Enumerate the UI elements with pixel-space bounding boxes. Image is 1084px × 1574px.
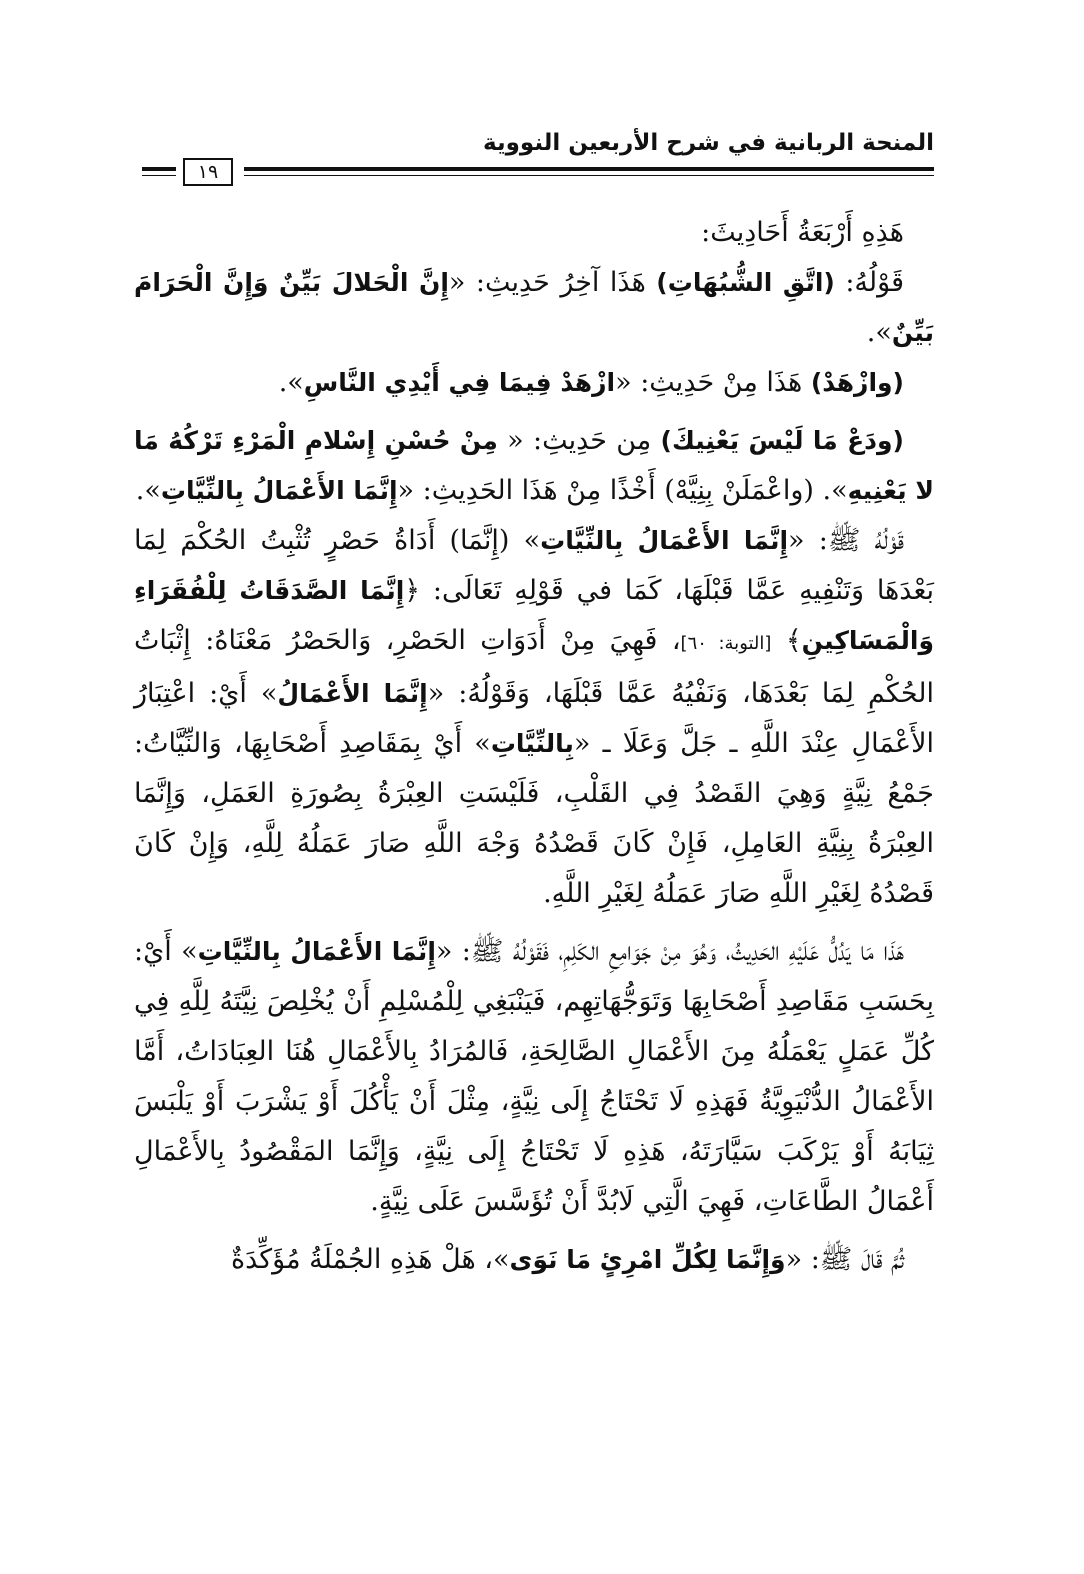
text-run: ». bbox=[866, 317, 892, 348]
paragraph-zuhd bbox=[134, 358, 934, 408]
emphasized-text: (اتَّقِ الشُّبُهَاتِ) bbox=[656, 268, 835, 297]
header-rule-stub-thin bbox=[142, 175, 176, 176]
emphasized-text: إِنَّمَا الصَّدَقَاتُ لِلْفُقَرَاءِ وَالْمَسَاكِينِ bbox=[134, 576, 934, 655]
text-run: قَوْلُهُ ﷺ: « bbox=[788, 525, 904, 556]
emphasized-text: بِالنِّيَّاتِ bbox=[490, 729, 574, 758]
text-run: »، هَلْ هَذِهِ الجُمْلَةُ مُؤَكِّدَةٌ bbox=[230, 1244, 510, 1275]
paragraph-innama-explained bbox=[134, 516, 934, 919]
paragraph-intro bbox=[134, 208, 934, 258]
emphasized-text: إِنَّمَا الأَعْمَالُ bbox=[277, 679, 428, 708]
emphasized-text: وَإِنَّمَا لِكُلِّ امْرِئٍ مَا نَوَى bbox=[509, 1245, 786, 1274]
header-rule-stub-thick bbox=[142, 167, 176, 171]
text-run: » أَيْ بِمَقَاصِدِ أَصْحَابِهَا، وَالنِّيَّاتُ: جَمْعُ نِيَّةٍ وَهِيَ القَصْدُ فِي القَلْبِ، فَلَيْسَتِ العِبْرَةُ بِصُورَةِ العَمَلِ، وَإِنَّمَا العِبْرَةُ بِنِيَّةِ العَامِلِ، فَإِنْ كَانَ قَصْدُهُ وَجْهَ اللَّهِ صَارَ عَمَلُهُ لِلَّهِ، وَإِنْ كَانَ قَصْدُهُ لِغَيْرِ اللَّهِ صَارَ عَمَلُهُ لِغَيْرِ اللَّهِ. bbox=[134, 728, 934, 909]
citation-text: [التوبة: ٦٠] bbox=[680, 633, 772, 654]
paragraph-every-person bbox=[134, 1235, 934, 1285]
text-run: ». (واعْمَلَنْ بِنِيَّهْ) أَخْذًا مِنْ هَذَا الحَدِيثِ: « bbox=[397, 475, 848, 506]
emphasized-text: (ودَعْ مَا لَيْسَ يَعْنِيكَ) bbox=[660, 426, 904, 455]
text-run: هَذَا مَا يَدُلُّ عَلَيْهِ الحَدِيثُ، وَهُوَ مِنْ جَوَامِعِ الكَلِمِ، فَقَوْلُهُ ﷺ: « bbox=[435, 936, 904, 967]
running-header-title: المنحة الربانية في شرح الأربعين النووية bbox=[483, 130, 934, 156]
text-run: ، فَهِيَ مِنْ أَدَوَاتِ الحَصْرِ، وَالحَصْرُ مَعْنَاهُ: إِثْبَاتُ الحُكْمِ لِمَا بَعْدَهَا، وَنَفْيُهُ عَمَّا قَبْلَهَا، وَقَوْلُهُ: « bbox=[134, 625, 934, 709]
text-run: هَذَا آخِرُ حَدِيثِ: « bbox=[448, 267, 657, 298]
text-run: مِن حَدِيثِ: « bbox=[497, 425, 661, 456]
body-text bbox=[134, 208, 934, 1285]
text-run: » (إِنَّمَا) أَدَاةُ حَصْرٍ تُثْبِتُ الحُكْمَ لِمَا بَعْدَهَا وَتَنْفِيهِ عَمَّا قَبْلَهَا، كَمَا في قَوْلِهِ تَعَالَى: ﴿ bbox=[134, 525, 934, 606]
emphasized-text: مِنْ حُسْنِ إِسْلامِ الْمَرْءِ تَرْكُهُ مَا لا يَعْنِيهِ bbox=[134, 426, 934, 505]
text-run: ﴾ bbox=[771, 625, 802, 656]
text-run: » أَيْ: اعْتِبَارُ الأَعْمَالِ عِنْدَ اللَّهِ ـ جَلَّ وَعَلَا ـ « bbox=[134, 678, 934, 759]
emphasized-text: ازْهَدْ فِيمَا فِي أَيْدِي النَّاسِ bbox=[303, 368, 616, 397]
emphasized-text: (وازْهَدْ) bbox=[810, 368, 904, 397]
paragraph-leave-what-concerns-not bbox=[134, 416, 934, 516]
header-rule-thick bbox=[244, 167, 934, 171]
emphasized-text: إِنَّمَا الأَعْمَالُ بِالنِّيَّاتِ bbox=[197, 937, 436, 966]
paragraph-halal-haram bbox=[134, 258, 934, 358]
header-rule-thin bbox=[244, 175, 934, 176]
emphasized-text: إِنَّ الْحَلالَ بَيِّنٌ وَإِنَّ الْحَرَامَ بَيِّنٌ bbox=[134, 268, 934, 347]
text-run: قَوْلُهُ: bbox=[834, 267, 904, 298]
text-run: هَذِهِ أَرْبَعَةُ أَحَادِيثَ: bbox=[701, 217, 904, 248]
text-run: ». bbox=[278, 367, 304, 398]
text-run: ثُمَّ قَالَ ﷺ: « bbox=[785, 1244, 904, 1275]
paragraph-intentions-meaning bbox=[134, 927, 934, 1227]
emphasized-text: إِنَّمَا الأَعْمَالُ بِالنِّيَّاتِ bbox=[160, 476, 398, 505]
text-run: » أَيْ: بِحَسَبِ مَقَاصِدِ أَصْحَابِهَا وَتَوَجُّهَاتِهِم، فَيَنْبَغِي لِلْمُسْلِمِ أَنْ يُخْلِصَ نِيَّتَهُ لِلَّهِ فِي كُلِّ عَمَلٍ يَعْمَلُهُ مِنَ الأَعْمَالِ الصَّالِحَةِ، فَالمُرَادُ بِالأَعْمَالِ هُنَا العِبَادَاتُ، أَمَّا الأَعْمَالُ الدُّنْيَوِيَّةُ فَهَذِهِ لَا تَحْتَاجُ إِلَى نِيَّةٍ، مِثْلَ أَنْ يَأْكُلَ أَوْ يَشْرَبَ أَوْ يَلْبَسَ ثِيَابَهُ أَوْ يَرْكَبَ سَيَّارَتَهُ، هَذِهِ لَا تَحْتَاجُ إِلَى نِيَّةٍ، وَإِنَّمَا المَقْصُودُ بِالأَعْمَالِ أَعْمَالُ الطَّاعَاتِ، فَهِيَ الَّتِي لَابُدَّ أَنْ تُؤَسَّسَ عَلَى نِيَّةٍ. bbox=[134, 936, 934, 1217]
page-number: ١٩ bbox=[183, 158, 233, 186]
emphasized-text: إِنَّمَا الأَعْمَالُ بِالنِّيَّاتِ bbox=[540, 526, 789, 555]
text-run: ». bbox=[135, 475, 161, 506]
text-run: هَذَا مِنْ حَدِيثِ: « bbox=[615, 367, 811, 398]
